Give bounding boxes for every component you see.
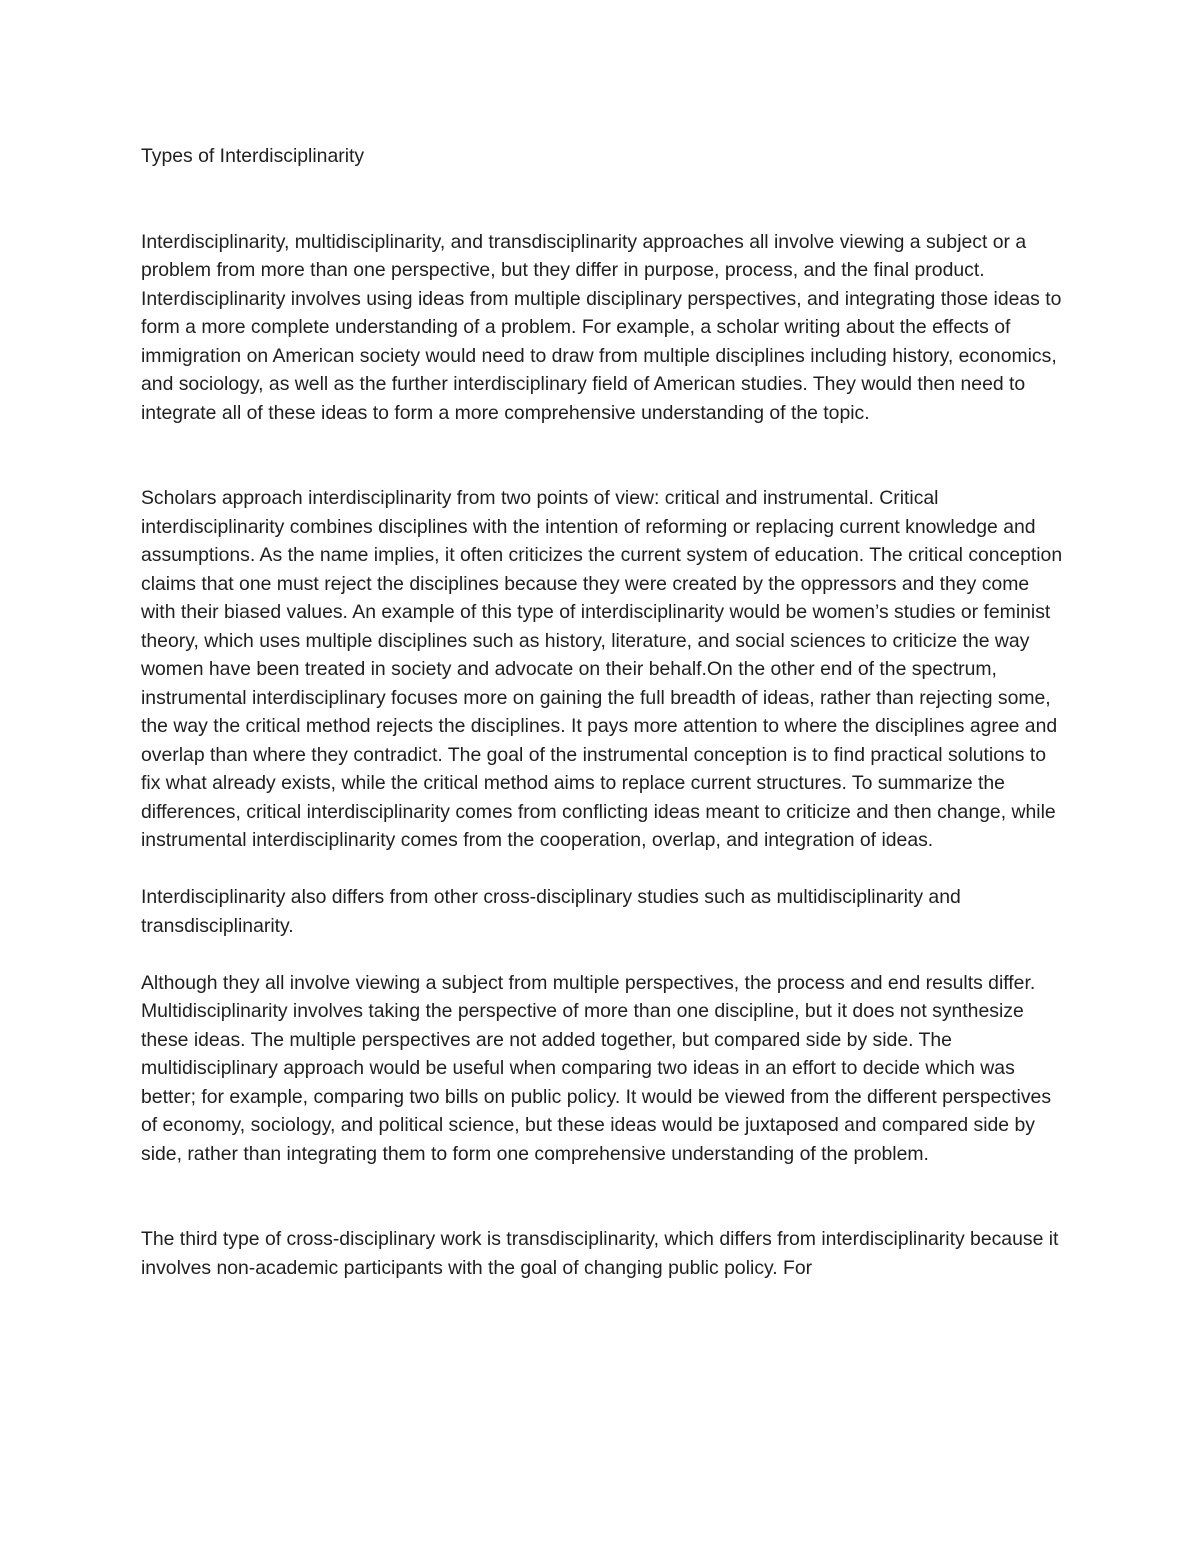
spacer (141, 1168, 1066, 1225)
document-body (141, 142, 1066, 1282)
paragraph-2: Scholars approach interdisciplinarity from two points of view: critical and instrumental. Critical interdisciplinarity combines disciplines with the intention of reforming or replacing current knowledge and assumptions. As the name implies, it often criticizes the current system of education. The critical conception claims that one must reject the disciplines because they were created by the oppressors and they come with their biased values. An example of this type of interdisciplinarity would be women’s studies or feminist theory, which uses multiple disciplines such as history, literature, and social sciences to criticize the way women have been treated in society and advocate on their behalf.On the other end of the spectrum, instrumental interdisciplinary focuses more on gaining the full breadth of ideas, rather than rejecting some, the way the critical method rejects the disciplines. It pays more attention to where the disciplines agree and overlap than where they contradict. The goal of the instrumental conception is to find practical solutions to fix what already exists, while the critical method aims to replace current structures. To summarize the differences, critical interdisciplinarity comes from conflicting ideas meant to criticize and then change, while instrumental interdisciplinarity comes from the cooperation, overlap, and integration of ideas. (141, 487, 1063, 851)
paragraph-4: Although they all involve viewing a subject from multiple perspectives, the process and end results differ. Multidisciplinarity involves taking the perspective of more than one discipline, but it does not synthesize these ideas. The multiple perspectives are not added together, but compared side by side. The multidisciplinary approach would be useful when comparing two ideas in an effort to decide which was better; for example, comparing two bills on public policy. It would be viewed from the different perspectives of economy, sociology, and political science, but these ideas would be juxtaposed and compared side by side, rather than integrating them to form one comprehensive understanding of the problem. (141, 971, 1052, 1165)
spacer (141, 855, 1066, 884)
spacer (141, 171, 1066, 228)
document-title: Types of Interdisciplinarity (141, 145, 365, 167)
spacer (141, 427, 1066, 484)
paragraph-3: Interdisciplinarity also differs from other cross-disciplinary studies such as multidisciplinarity and transdisciplinarity. (141, 886, 961, 937)
paragraph-5: The third type of cross-disciplinary work is transdisciplinarity, which differs from interdisciplinarity because it involves non-academic participants with the goal of changing public policy. For (141, 1228, 1059, 1279)
spacer (141, 940, 1066, 969)
paragraph-1: Interdisciplinarity, multidisciplinarity, and transdisciplinarity approaches all involve viewing a subject or a problem from more than one perspective, but they differ in purpose, process, and the final product. Interdisciplinarity involves using ideas from multiple disciplinary perspectives, and integrating those ideas to form a more complete understanding of a problem. For example, a scholar writing about the effects of immigration on American society would need to draw from multiple disciplines including history, economics, and sociology, as well as the further interdisciplinary field of American studies. They would then need to integrate all of these ideas to form a more comprehensive understanding of the topic. (141, 230, 1062, 424)
